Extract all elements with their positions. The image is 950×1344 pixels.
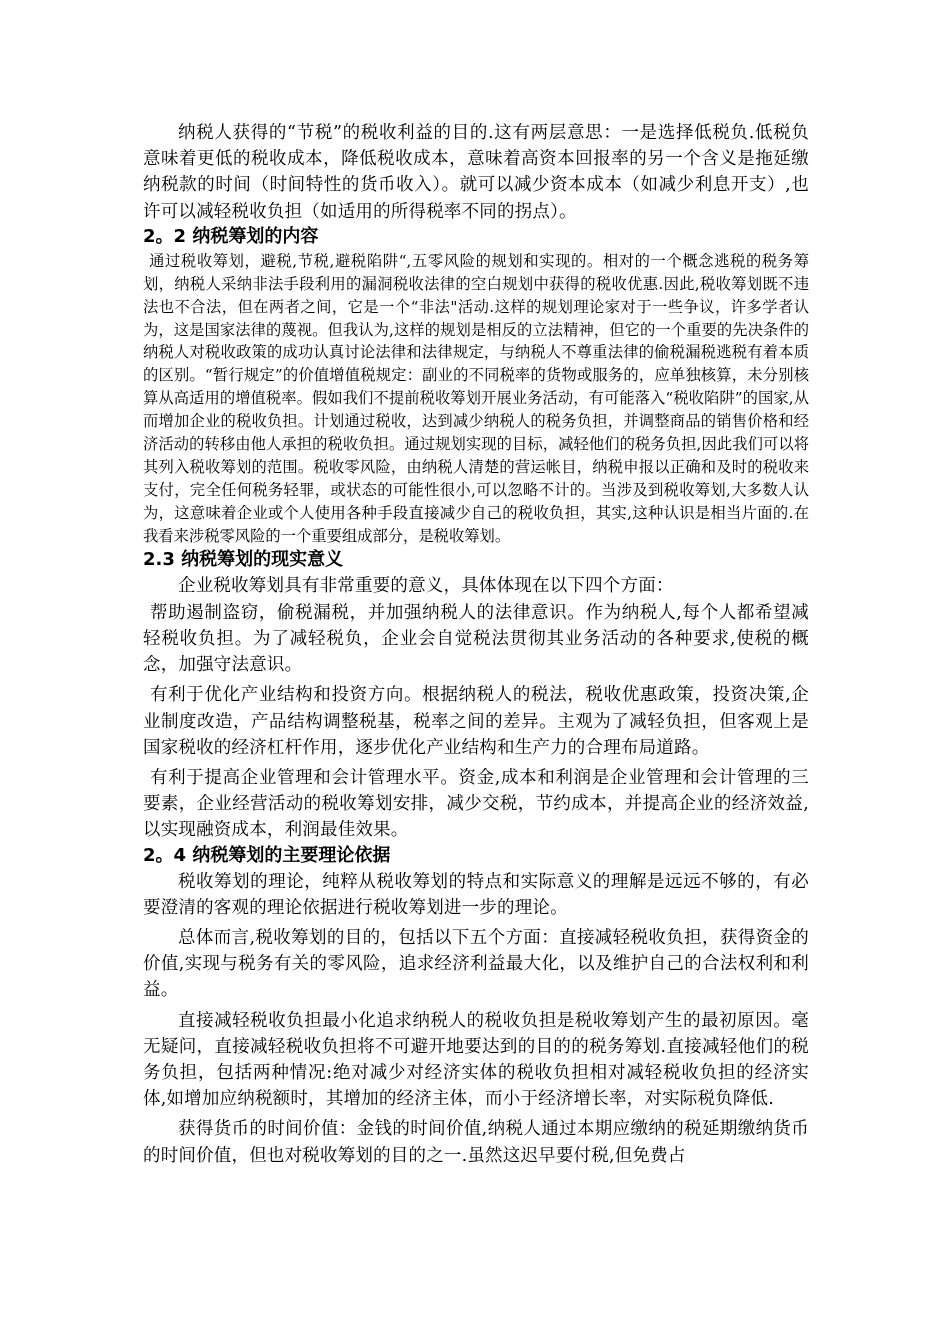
document-body: [143, 120, 809, 1169]
paragraph-management-level: 有利于提高企业管理和会计管理水平。资金,成本和利润是企业管理和会计管理的三要素，企业经营活动的税收筹划安排，减少交税，节约成本，并提高企业的经济效益,以实现融资成本，利润最佳效果。: [143, 768, 809, 841]
paragraph-reduce-burden: 直接减轻税收负担最小化追求纳税人的税收负担是税收筹划产生的最初原因。毫无疑问，直接减轻税收负担将不可避开地要达到的目的的税务筹划.直接减轻他们的税务负担，包括两种情况:绝对减少对经济实体的税收负担相对减轻税收负担的经济实体,如增加应纳税额时，其增加的经济主体，而小于经济增长率，对实际税负降低.: [143, 1010, 809, 1110]
section-heading-2-2: 2。2 纳税筹划的内容: [143, 225, 319, 247]
paragraph-planning-content: 通过税收筹划，避税,节税,避税陷阱“,五零风险的规划和实现的。相对的一个概念逃税的税务筹划，纳税人采纳非法手段利用的漏洞税收法律的空白规划中获得的税收优惠.因此,税收筹划既不违法也不合法，但在两者之间，它是一个“非法"活动.这样的规划理论家对于一些争议，许多学者认为，这是国家法律的蔑视。但我认为,这样的规划是相反的立法精神，但它的一个重要的先决条件的纳税人对税收政策的成功认真讨论法律和法律规定，与纳税人不尊重法律的偷税漏税逃税有着本质的区别。“暂行规定”的价值增值税规定：副业的不同税率的货物或服务的，应单独核算，未分别核算从高适用的增值税率。假如我们不提前税收筹划开展业务活动，有可能落入“税收陷阱”的国家,从而增加企业的税收负担。计划通过税收，达到减少纳税人的税务负担，并调整商品的销售价格和经济活动的转移由他人承担的税收负担。通过规划实现的目标，减轻他们的税务负担,因此我们可以将其列入税收筹划的范围。税收零风险，由纳税人清楚的营运帐目，纳税申报以正确和及时的税收来支付，完全任何税务轻罪，或状态的可能性很小,可以忽略不计的。当涉及到税收筹划,大多数人认为，这意味着企业或个人使用各种手段直接减少自己的税收负担，其实,这种认识是相当片面的.在我看来涉税零风险的一个重要组成部分，是税收筹划。: [143, 251, 809, 545]
paragraph-legal-awareness: 帮助遏制盗窃，偷税漏税，并加强纳税人的法律意识。作为纳税人,每个人都希望减轻税收负担。为了减轻税负，企业会自觉税法贯彻其业务活动的各种要求,使税的概念，加强守法意识。: [143, 602, 809, 676]
paragraph-industry-structure: 有利于优化产业结构和投资方向。根据纳税人的税法，税收优惠政策，投资决策,企业制度改造，产品结构调整税基，税率之间的差异。主观为了减轻负担，但客观上是国家税收的经济杠杆作用，逐步优化产业结构和生产力的合理布局道路。: [143, 685, 809, 758]
paragraph-five-purposes: 总体而言,税收筹划的目的，包括以下五个方面：直接减轻税收负担，获得资金的价值,实现与税务有关的零风险，追求经济利益最大化，以及维护自己的合法权利和利益。: [143, 928, 809, 1001]
paragraph-tax-savings-purpose: 纳税人获得的“节税”的税收利益的目的.这有两层意思：一是选择低税负.低税负意味着更低的税收成本，降低税收成本，意味着高资本回报率的另一个含义是拖延缴纳税款的时间（时间特性的货币收入）。就可以减少资本成本（如减少利息开支）,也许可以减轻税收负担（如适用的所得税率不同的拐点）。: [143, 123, 809, 222]
paragraph-significance-intro: 企业税收筹划具有非常重要的意义，具体体现在以下四个方面：: [178, 575, 674, 596]
section-heading-2-4: 2。4 纳税筹划的主要理论依据: [143, 844, 391, 866]
paragraph-time-value: 获得货币的时间价值：金钱的时间价值,纳税人通过本期应缴纳的税延期缴纳货币的时间价值，但也对税收筹划的目的之一.虽然这迟早要付税,但免费占: [143, 1119, 809, 1166]
section-heading-2-3: 2.3 纳税筹划的现实意义: [143, 548, 344, 570]
paragraph-theory-basis: 税收筹划的理论，纯粹从税收筹划的特点和实际意义的理解是远远不够的，有必要澄清的客观的理论依据进行税收筹划进一步的理论。: [143, 871, 809, 918]
